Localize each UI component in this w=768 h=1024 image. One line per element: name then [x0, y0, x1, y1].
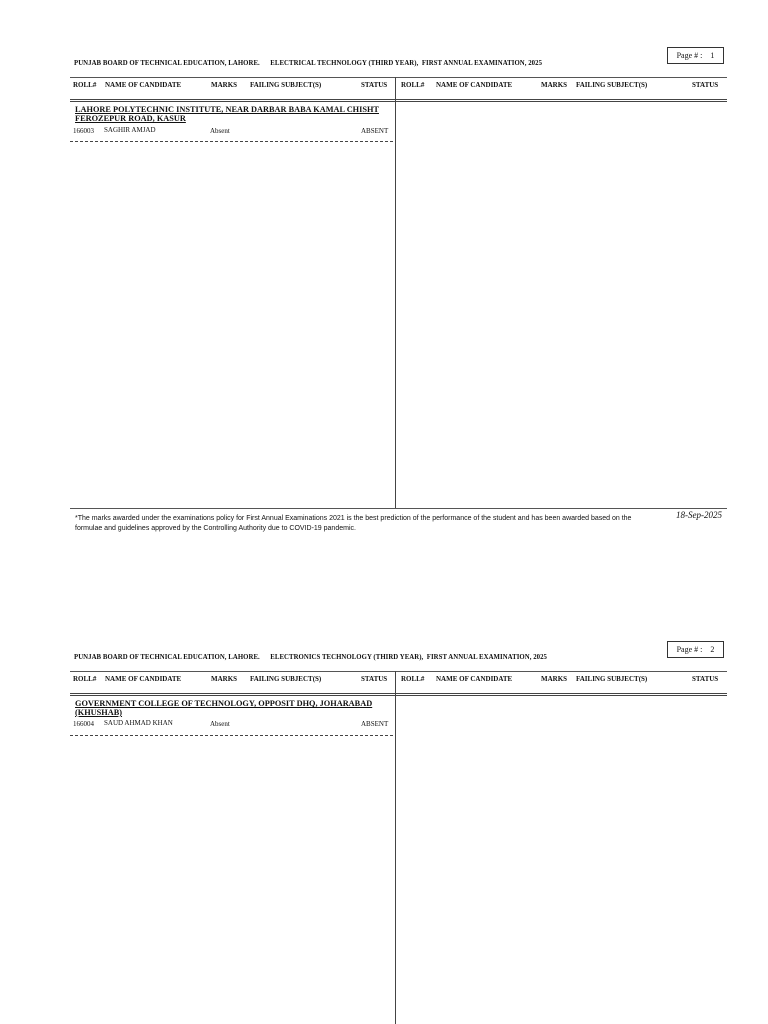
page-number: 2 [710, 645, 715, 654]
header-top-rule [70, 671, 727, 672]
candidate-status: ABSENT [361, 720, 389, 728]
page-number-box [667, 47, 724, 64]
candidate-name: SAGHIR AMJAD [104, 126, 156, 134]
col-roll-header: ROLL# [73, 81, 97, 89]
column-divider [395, 671, 396, 1024]
col-status-header: STATUS [361, 81, 388, 89]
col-status-header: STATUS [361, 675, 388, 683]
col-status-header-right: STATUS [692, 675, 719, 683]
candidate-name: SAUD AHMAD KHAN [104, 719, 173, 727]
institute-name-line1: LAHORE POLYTECHNIC INSTITUTE, NEAR DARBAR BABA KAMAL CHISHT [75, 105, 379, 114]
col-marks-header-right: MARKS [541, 81, 568, 89]
board-header: PUNJAB BOARD OF TECHNICAL EDUCATION, LAHORE. ELECTRICAL TECHNOLOGY (THIRD YEAR), FIRST ANNUAL EXAMINATION, 2025 [74, 60, 543, 67]
institute-name-line2: (KHUSHAB) [75, 708, 123, 717]
col-roll-header-right: ROLL# [401, 81, 425, 89]
candidate-roll: 166004 [73, 720, 94, 728]
row-separator [70, 141, 393, 142]
col-failing-header: FAILING SUBJECT(S) [250, 81, 322, 89]
row-separator [70, 735, 393, 736]
col-failing-header-right: FAILING SUBJECT(S) [576, 81, 648, 89]
institute-name [75, 699, 393, 717]
col-name-header: NAME OF CANDIDATE [105, 81, 182, 89]
column-divider [395, 77, 396, 508]
column-header-row [70, 81, 727, 97]
footnote: *The marks awarded under the examinations policy for First Annual Examinations 2021 is the best prediction of the performance of the student and has been awarded based on the formulae and guidelines approved by the Controlling Authority due to COVID-19 pandemic. [75, 515, 632, 532]
footer-rule [70, 508, 727, 509]
institute-name-line2: FEROZEPUR ROAD, KASUR [75, 114, 186, 123]
header-top-rule [70, 77, 727, 78]
col-failing-header-right: FAILING SUBJECT(S) [576, 675, 648, 683]
col-failing-header: FAILING SUBJECT(S) [250, 675, 322, 683]
print-date: 18-Sep-2025 [676, 510, 722, 520]
col-name-header: NAME OF CANDIDATE [105, 675, 182, 683]
col-name-header-right: NAME OF CANDIDATE [436, 81, 513, 89]
col-name-header-right: NAME OF CANDIDATE [436, 675, 513, 683]
col-marks-header: MARKS [211, 675, 238, 683]
candidate-roll: 166003 [73, 127, 94, 135]
page-label: Page # : [676, 51, 703, 60]
candidate-marks: Absent [210, 720, 230, 728]
board-header: PUNJAB BOARD OF TECHNICAL EDUCATION, LAHORE. ELECTRONICS TECHNOLOGY (THIRD YEAR), FIRST ANNUAL EXAMINATION, 2025 [74, 654, 547, 661]
col-marks-header: MARKS [211, 81, 238, 89]
candidate-marks: Absent [210, 127, 230, 135]
institute-name-line1: GOVERNMENT COLLEGE OF TECHNOLOGY, OPPOSIT DHQ, JOHARABAD [75, 699, 373, 708]
institute-name [75, 105, 393, 123]
page-number: 1 [710, 51, 715, 60]
col-roll-header: ROLL# [73, 675, 97, 683]
header-bottom-rule [70, 99, 727, 102]
candidate-status: ABSENT [361, 127, 389, 135]
page-number-box [667, 641, 724, 658]
col-marks-header-right: MARKS [541, 675, 568, 683]
col-roll-header-right: ROLL# [401, 675, 425, 683]
page-label: Page # : [676, 645, 703, 654]
column-header-row [70, 675, 727, 691]
header-bottom-rule [70, 693, 727, 696]
col-status-header-right: STATUS [692, 81, 719, 89]
